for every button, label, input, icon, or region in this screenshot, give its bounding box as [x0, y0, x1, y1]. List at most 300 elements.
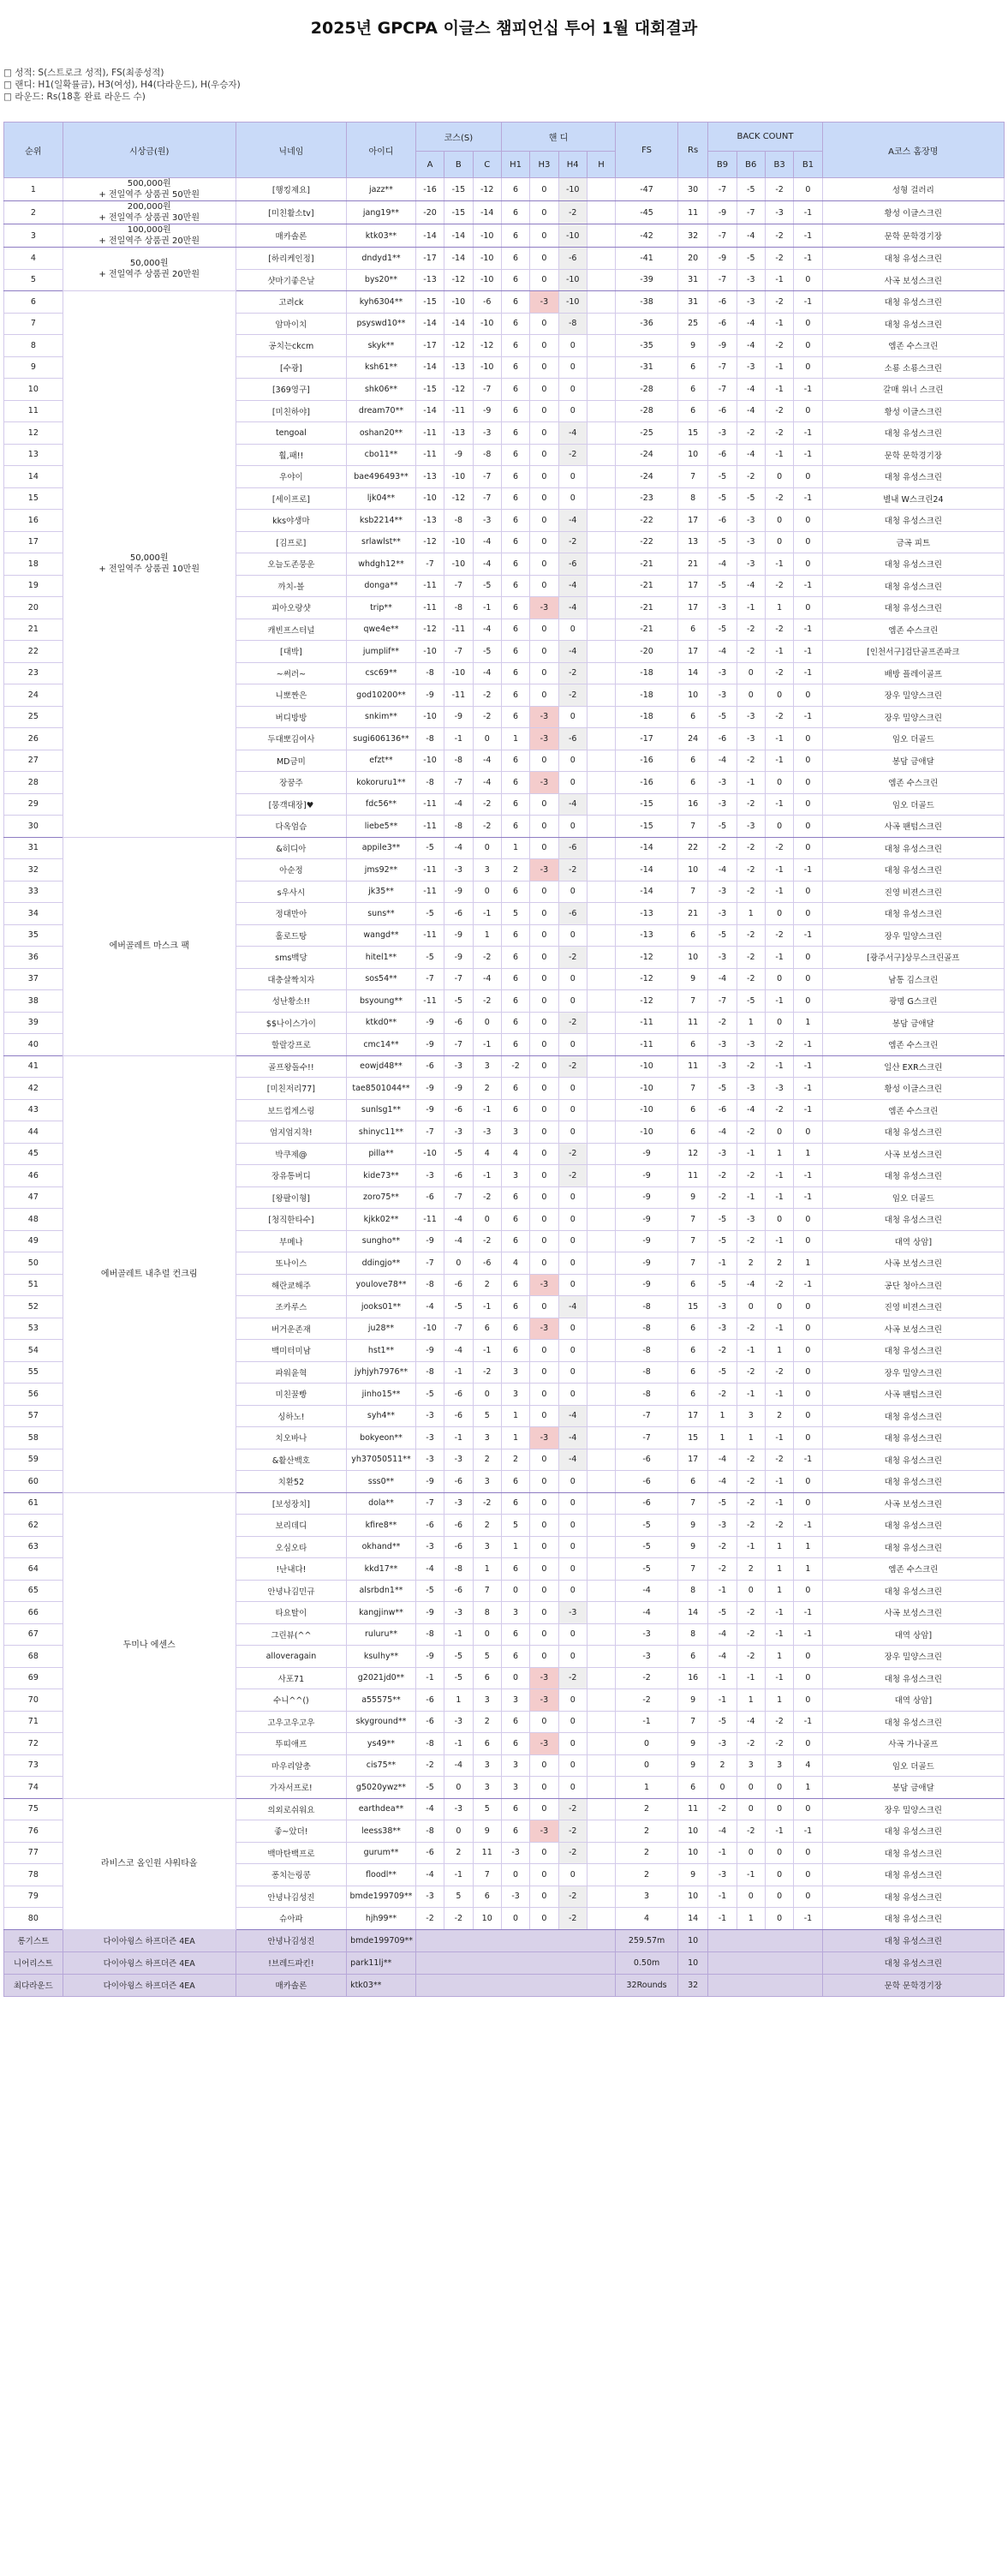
nickname-cell: 박쿠제@ [236, 1143, 346, 1165]
id-cell: fdc56** [347, 793, 416, 816]
course-a-cell: -5 [415, 1384, 444, 1406]
rs-cell: 6 [677, 1384, 707, 1406]
fs-cell: -2 [616, 1667, 678, 1689]
id-cell: g2021jd0** [347, 1667, 416, 1689]
fs-cell: -41 [616, 248, 678, 270]
fs-cell: -3 [616, 1623, 678, 1646]
course-c-cell: -6 [473, 1252, 501, 1275]
note-score: □ 성적: S(스트로크 성적), FS(최종성적) [3, 68, 164, 78]
b1-cell: 0 [794, 1886, 822, 1908]
b1-cell: -1 [794, 224, 822, 248]
rank-cell: 69 [4, 1667, 63, 1689]
rs-cell: 13 [677, 531, 707, 553]
nickname-cell: MD금미 [236, 750, 346, 772]
b3-cell: -1 [765, 947, 793, 969]
fs-cell: -45 [616, 201, 678, 224]
h1-cell: 6 [501, 968, 529, 990]
b3-cell: -2 [765, 248, 793, 270]
rs-cell: 25 [677, 313, 707, 335]
nickname-cell: [왕팔이형] [236, 1186, 346, 1209]
h-cell [587, 1667, 615, 1689]
b3-cell: 1 [765, 1558, 793, 1581]
b9-cell: -9 [708, 201, 737, 224]
course-b-cell: -9 [444, 947, 473, 969]
course-c-cell: 3 [473, 1471, 501, 1493]
b9-cell: -4 [708, 1471, 737, 1493]
h3-cell: 0 [530, 1492, 558, 1515]
b6-cell: 0 [737, 1777, 765, 1799]
h3-cell: 0 [530, 1165, 558, 1187]
rank-cell: 25 [4, 706, 63, 728]
record-nickname-cell: 안녕나김성진 [236, 1929, 346, 1951]
course-a-cell: -7 [415, 1252, 444, 1275]
b6-cell: -2 [737, 1230, 765, 1252]
h1-cell: 3 [501, 1361, 529, 1384]
rank-cell: 27 [4, 750, 63, 772]
b1-cell: 0 [794, 510, 822, 532]
fs-cell: 2 [616, 1820, 678, 1843]
h1-cell: 4 [501, 1252, 529, 1275]
b9-cell: -1 [708, 1252, 737, 1275]
home-cell: 대역 상암] [822, 1230, 1004, 1252]
table-row [4, 837, 1005, 859]
h-cell [587, 728, 615, 750]
nickname-cell: 고우고우고우 [236, 1711, 346, 1733]
b1-cell: 1 [794, 1777, 822, 1799]
course-a-cell: -5 [415, 1777, 444, 1799]
b9-cell: -4 [708, 1820, 737, 1843]
header-rank: 순위 [4, 123, 63, 178]
course-a-cell: -9 [415, 1012, 444, 1034]
rs-cell: 14 [677, 1908, 707, 1930]
h3-cell: 0 [530, 1580, 558, 1602]
nickname-cell: [미친저리77] [236, 1078, 346, 1100]
b3-cell: 1 [765, 597, 793, 619]
course-a-cell: -7 [415, 968, 444, 990]
course-b-cell: -6 [444, 1580, 473, 1602]
h-cell [587, 1055, 615, 1078]
b3-cell: 0 [765, 1777, 793, 1799]
b3-cell: -3 [765, 201, 793, 224]
h1-cell: 6 [501, 269, 529, 291]
rs-cell: 17 [677, 641, 707, 663]
b1-cell: 1 [794, 1012, 822, 1034]
rs-cell: 6 [677, 1361, 707, 1384]
b6-cell: -2 [737, 1165, 765, 1187]
h-cell [587, 1274, 615, 1296]
home-cell: 대청 유성스크린 [822, 1864, 1004, 1886]
h1-cell: 6 [501, 1230, 529, 1252]
rs-cell: 6 [677, 379, 707, 401]
id-cell: dola** [347, 1492, 416, 1515]
rank-cell: 47 [4, 1186, 63, 1209]
b3-cell: 2 [765, 1405, 793, 1427]
course-a-cell: -3 [415, 1536, 444, 1558]
course-a-cell: -3 [415, 1405, 444, 1427]
id-cell: jk35** [347, 881, 416, 903]
home-cell: 사곡 보성스크린 [822, 1143, 1004, 1165]
b1-cell: 1 [794, 1536, 822, 1558]
b9-cell: -6 [708, 444, 737, 466]
b6-cell: -1 [737, 1667, 765, 1689]
nickname-cell: 훨,패!! [236, 444, 346, 466]
id-cell: donga** [347, 575, 416, 597]
rank-cell: 62 [4, 1515, 63, 1537]
rank-cell: 16 [4, 510, 63, 532]
b9-cell: -2 [708, 1012, 737, 1034]
record-rs-cell: 32 [677, 1974, 707, 1996]
rs-cell: 16 [677, 793, 707, 816]
b6-cell: -2 [737, 422, 765, 445]
course-b-cell: -12 [444, 487, 473, 510]
h-cell [587, 1536, 615, 1558]
fs-cell: -8 [616, 1318, 678, 1340]
nickname-cell: 고려ck [236, 291, 346, 314]
record-title-cell: 최다라운드 [4, 1974, 63, 1996]
nickname-cell: 오심오타 [236, 1536, 346, 1558]
h3-cell: 0 [530, 924, 558, 947]
b3-cell: -1 [765, 1492, 793, 1515]
course-c-cell: 4 [473, 1143, 501, 1165]
h-cell [587, 1580, 615, 1602]
course-c-cell: -4 [473, 750, 501, 772]
fs-cell: -24 [616, 444, 678, 466]
rank-cell: 29 [4, 793, 63, 816]
b3-cell: 1 [765, 1689, 793, 1712]
rs-cell: 10 [677, 684, 707, 707]
id-cell: ruluru** [347, 1623, 416, 1646]
b6-cell: 0 [737, 1842, 765, 1864]
id-cell: ksb2214** [347, 510, 416, 532]
results-table [3, 122, 1005, 1997]
fs-cell: -5 [616, 1515, 678, 1537]
h1-cell: 6 [501, 662, 529, 684]
rs-cell: 7 [677, 1252, 707, 1275]
fs-cell: -31 [616, 356, 678, 379]
nickname-cell: 타요탈이 [236, 1602, 346, 1624]
fs-cell: -25 [616, 422, 678, 445]
fs-cell: -21 [616, 597, 678, 619]
course-c-cell: -3 [473, 1121, 501, 1144]
id-cell: cbo11** [347, 444, 416, 466]
b1-cell: 0 [794, 1296, 822, 1318]
course-b-cell: -10 [444, 466, 473, 488]
prize-cell: 두미나 에센스 [63, 1492, 236, 1798]
h-cell [587, 816, 615, 838]
prize-cell: 라비스코 올인원 샤워타올 [63, 1798, 236, 1929]
course-c-cell: 0 [473, 837, 501, 859]
id-cell: ju28** [347, 1318, 416, 1340]
course-a-cell: -11 [415, 444, 444, 466]
rs-cell: 17 [677, 597, 707, 619]
rank-cell: 2 [4, 201, 63, 224]
h4-cell: -2 [558, 1012, 587, 1034]
home-cell: 대청 유성스크린 [822, 1165, 1004, 1187]
rs-cell: 7 [677, 1209, 707, 1231]
b3-cell: -1 [765, 1384, 793, 1406]
b3-cell: -3 [765, 1078, 793, 1100]
h3-cell: 0 [530, 1558, 558, 1581]
h3-cell: 0 [530, 1886, 558, 1908]
b9-cell: -6 [708, 1099, 737, 1121]
home-cell: 엠존 수스크린 [822, 1558, 1004, 1581]
rank-cell: 55 [4, 1361, 63, 1384]
h-cell [587, 1121, 615, 1144]
b9-cell: -7 [708, 990, 737, 1013]
h4-cell: 0 [558, 1558, 587, 1581]
record-row [4, 1929, 1005, 1951]
b6-cell: -2 [737, 750, 765, 772]
rs-cell: 11 [677, 201, 707, 224]
home-cell: 장우 밀양스크린 [822, 1646, 1004, 1668]
h-cell [587, 1864, 615, 1886]
course-a-cell: -8 [415, 1733, 444, 1755]
b6-cell: 1 [737, 1689, 765, 1712]
course-c-cell: -10 [473, 248, 501, 270]
b1-cell: 1 [794, 1143, 822, 1165]
b1-cell: -1 [794, 248, 822, 270]
h1-cell: 6 [501, 356, 529, 379]
h4-cell: -2 [558, 947, 587, 969]
course-c-cell: -1 [473, 1165, 501, 1187]
id-cell: eowjd48** [347, 1055, 416, 1078]
b3-cell: 1 [765, 1340, 793, 1362]
home-cell: 대청 유성스크린 [822, 553, 1004, 576]
h3-cell: 0 [530, 1186, 558, 1209]
h4-cell: 0 [558, 400, 587, 422]
course-c-cell: 3 [473, 1536, 501, 1558]
b1-cell: 0 [794, 269, 822, 291]
h1-cell: 6 [501, 422, 529, 445]
course-c-cell: -8 [473, 444, 501, 466]
record-id-cell: park11lj** [347, 1951, 416, 1974]
h3-cell: 0 [530, 837, 558, 859]
course-a-cell: -10 [415, 706, 444, 728]
record-title-cell: 니어리스트 [4, 1951, 63, 1974]
header-b9: B9 [708, 152, 737, 178]
b1-cell: -1 [794, 201, 822, 224]
course-c-cell: 11 [473, 1842, 501, 1864]
b9-cell: -4 [708, 968, 737, 990]
rank-cell: 57 [4, 1405, 63, 1427]
rank-cell: 48 [4, 1209, 63, 1231]
record-blank-cell [415, 1951, 615, 1974]
course-a-cell: -10 [415, 1318, 444, 1340]
nickname-cell: 슈아파 [236, 1908, 346, 1930]
h3-cell: 0 [530, 248, 558, 270]
h1-cell: -3 [501, 1886, 529, 1908]
b6-cell: -1 [737, 1186, 765, 1209]
h-cell [587, 1384, 615, 1406]
b1-cell: 0 [794, 1798, 822, 1820]
h1-cell: 4 [501, 1143, 529, 1165]
b3-cell: -1 [765, 1318, 793, 1340]
record-home-cell: 대청 유성스크린 [822, 1929, 1004, 1951]
h4-cell: -6 [558, 903, 587, 925]
b3-cell: -2 [765, 291, 793, 314]
rs-cell: 9 [677, 968, 707, 990]
id-cell: earthdea** [347, 1798, 416, 1820]
h1-cell: -2 [501, 1055, 529, 1078]
fs-cell: -22 [616, 510, 678, 532]
b3-cell: 0 [765, 1798, 793, 1820]
h3-cell: 0 [530, 1121, 558, 1144]
course-b-cell: -8 [444, 510, 473, 532]
course-a-cell: -4 [415, 1558, 444, 1581]
b9-cell: -6 [708, 728, 737, 750]
course-a-cell: -1 [415, 1667, 444, 1689]
b1-cell: 0 [794, 837, 822, 859]
course-c-cell: 0 [473, 728, 501, 750]
h-cell [587, 1492, 615, 1515]
rank-cell: 40 [4, 1034, 63, 1056]
b9-cell: -3 [708, 662, 737, 684]
fs-cell: -5 [616, 1558, 678, 1581]
h3-cell: -3 [530, 772, 558, 794]
course-c-cell: 6 [473, 1733, 501, 1755]
h-cell [587, 597, 615, 619]
h4-cell: 0 [558, 881, 587, 903]
h1-cell: 6 [501, 990, 529, 1013]
course-b-cell: -7 [444, 772, 473, 794]
h-cell [587, 750, 615, 772]
h1-cell: 3 [501, 1754, 529, 1777]
b1-cell: 0 [794, 1318, 822, 1340]
b6-cell: 2 [737, 1252, 765, 1275]
h3-cell: 0 [530, 903, 558, 925]
h4-cell: 0 [558, 1689, 587, 1712]
b1-cell: -1 [794, 1711, 822, 1733]
rs-cell: 9 [677, 335, 707, 357]
fs-cell: -21 [616, 619, 678, 641]
table-row [4, 1492, 1005, 1515]
h1-cell: 1 [501, 1427, 529, 1449]
course-b-cell: -11 [444, 400, 473, 422]
b3-cell: -2 [765, 1099, 793, 1121]
id-cell: sos54** [347, 968, 416, 990]
home-cell: 장우 밀양스크린 [822, 924, 1004, 947]
b3-cell: 0 [765, 816, 793, 838]
b9-cell: -5 [708, 466, 737, 488]
nickname-cell: 미친꿀빵 [236, 1384, 346, 1406]
b1-cell: 0 [794, 1689, 822, 1712]
home-cell: 사곡 가나골프 [822, 1733, 1004, 1755]
h3-cell: 0 [530, 1230, 558, 1252]
rank-cell: 8 [4, 335, 63, 357]
b6-cell: -2 [737, 1646, 765, 1668]
h3-cell: 0 [530, 1252, 558, 1275]
record-home-cell: 문학 문학경기장 [822, 1974, 1004, 1996]
course-a-cell: -12 [415, 531, 444, 553]
h3-cell: 0 [530, 313, 558, 335]
home-cell: 배방 플레이골프 [822, 662, 1004, 684]
b1-cell: 0 [794, 466, 822, 488]
fs-cell: -9 [616, 1209, 678, 1231]
h-cell [587, 619, 615, 641]
rs-cell: 31 [677, 269, 707, 291]
course-c-cell: -2 [473, 990, 501, 1013]
h-cell [587, 837, 615, 859]
home-cell: 장우 밀양스크린 [822, 1798, 1004, 1820]
b9-cell: -2 [708, 1536, 737, 1558]
course-b-cell: -6 [444, 1099, 473, 1121]
b1-cell: -1 [794, 859, 822, 882]
rs-cell: 6 [677, 1646, 707, 1668]
id-cell: jazz** [347, 178, 416, 201]
b6-cell: 3 [737, 1754, 765, 1777]
course-a-cell: -9 [415, 1078, 444, 1100]
course-c-cell: 2 [473, 1515, 501, 1537]
h4-cell: -2 [558, 1798, 587, 1820]
rank-cell: 44 [4, 1121, 63, 1144]
fs-cell: -21 [616, 553, 678, 576]
header-fs: FS [616, 123, 678, 178]
fs-cell: -10 [616, 1121, 678, 1144]
home-cell: [광주서구]상무스크린골프 [822, 947, 1004, 969]
rs-cell: 7 [677, 1492, 707, 1515]
b3-cell: 0 [765, 1296, 793, 1318]
fs-cell: -42 [616, 224, 678, 248]
rank-cell: 67 [4, 1623, 63, 1646]
b9-cell: -3 [708, 947, 737, 969]
rank-cell: 10 [4, 379, 63, 401]
h1-cell: 6 [501, 201, 529, 224]
h4-cell: -10 [558, 224, 587, 248]
fs-cell: -13 [616, 903, 678, 925]
nickname-cell: $$나이스가이 [236, 1012, 346, 1034]
b3-cell: -1 [765, 1230, 793, 1252]
id-cell: psyswd10** [347, 313, 416, 335]
course-c-cell: -1 [473, 597, 501, 619]
rs-cell: 7 [677, 816, 707, 838]
rs-cell: 7 [677, 1230, 707, 1252]
h-cell [587, 575, 615, 597]
rank-cell: 52 [4, 1296, 63, 1318]
b1-cell: 0 [794, 1471, 822, 1493]
h3-cell: -3 [530, 706, 558, 728]
home-cell: 대청 유성스크린 [822, 422, 1004, 445]
nickname-cell: 장유통버디 [236, 1165, 346, 1187]
h-cell [587, 1733, 615, 1755]
course-a-cell: -11 [415, 1209, 444, 1231]
h4-cell: 0 [558, 1515, 587, 1537]
id-cell: syh4** [347, 1405, 416, 1427]
h1-cell: 6 [501, 1209, 529, 1231]
rs-cell: 24 [677, 728, 707, 750]
h-cell [587, 1186, 615, 1209]
nickname-cell: 백마탄백프로 [236, 1842, 346, 1864]
h-cell [587, 379, 615, 401]
b3-cell: 0 [765, 510, 793, 532]
h4-cell: -4 [558, 575, 587, 597]
h-cell [587, 487, 615, 510]
h4-cell: -2 [558, 444, 587, 466]
b3-cell: 0 [765, 684, 793, 707]
b3-cell: -1 [765, 881, 793, 903]
rank-cell: 56 [4, 1384, 63, 1406]
h-cell [587, 859, 615, 882]
table-row [4, 178, 1005, 201]
b9-cell: -5 [708, 487, 737, 510]
course-c-cell: 6 [473, 1886, 501, 1908]
course-a-cell: -14 [415, 400, 444, 422]
b9-cell: -4 [708, 750, 737, 772]
record-row [4, 1974, 1005, 1996]
h4-cell: 0 [558, 1580, 587, 1602]
rs-cell: 6 [677, 1318, 707, 1340]
rank-cell: 50 [4, 1252, 63, 1275]
b3-cell: -1 [765, 269, 793, 291]
